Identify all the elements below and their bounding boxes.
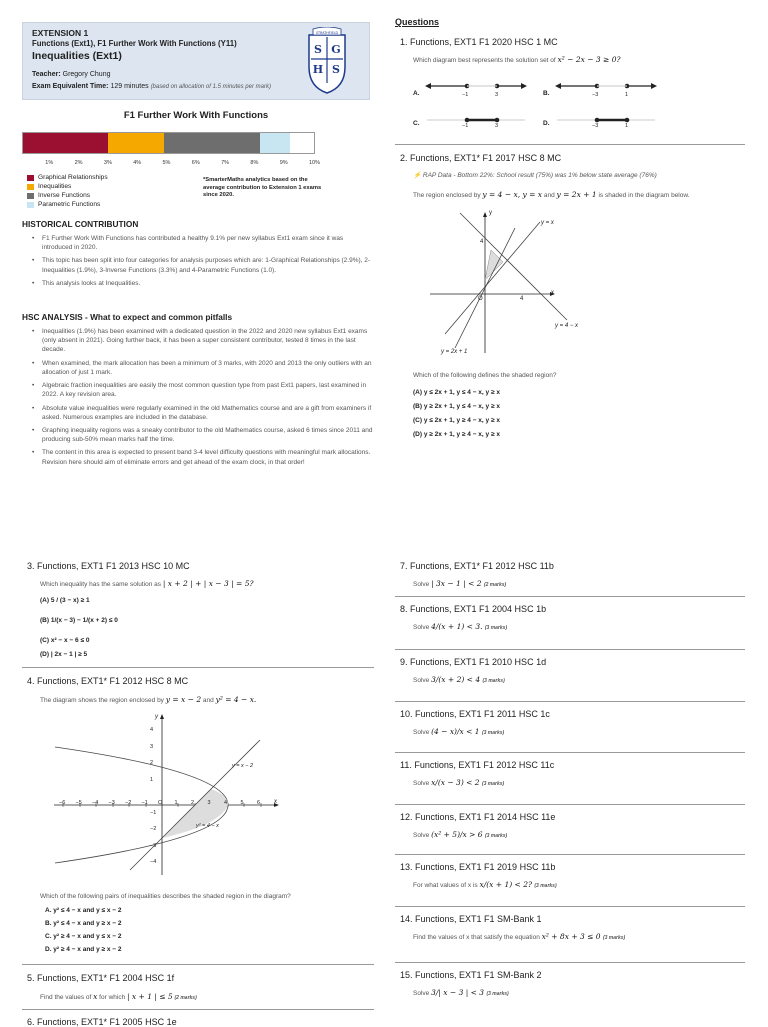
graph-label: x bbox=[274, 799, 277, 805]
graph-label: y bbox=[155, 714, 158, 720]
question-2-region-graph bbox=[425, 208, 595, 358]
question-8-heading: 8. Functions, EXT1 F1 2004 HSC 1b bbox=[400, 604, 547, 614]
graph-label: y² = 4 − x bbox=[196, 823, 219, 829]
list-item: • Algebraic fraction inequalities are easily the most common question type from past Ext1 papers, last examined in 2022. A key revision area. bbox=[22, 381, 374, 399]
x-tick-label: −4 bbox=[92, 800, 99, 806]
list-item: • The content in this area is expected to present band 3-4 level difficulty questions with meaningful mark allocations. Revision here should aim of eliminate errors and get ahead of the exam clock, in that order! bbox=[22, 448, 374, 466]
x-tick-label: 6 bbox=[257, 800, 261, 806]
question-4-text: The diagram shows the region enclosed by y = x − 2 and y² = 4 − x. bbox=[40, 695, 257, 704]
divider bbox=[22, 1009, 374, 1010]
question-1-heading: 1. Functions, EXT1 F1 2020 HSC 1 MC bbox=[400, 37, 558, 47]
question-15-text: Solve 3/| x − 3 | < 3 (3 marks) bbox=[413, 988, 509, 997]
question-5-heading: 5. Functions, EXT1* F1 2004 HSC 1f bbox=[27, 973, 175, 983]
list-item: • This analysis looks at Inequalities. bbox=[22, 279, 374, 288]
q1-num: 1 bbox=[625, 123, 629, 129]
school-crest-logo bbox=[305, 27, 349, 95]
question-4-option[interactable]: B. y² ≤ 4 − x and y ≥ x − 2 bbox=[45, 920, 122, 927]
graph-label: O bbox=[478, 296, 483, 302]
number-line-a bbox=[425, 83, 527, 89]
question-13-text: For what values of x is x/(x + 1) < 2? (3 marks) bbox=[413, 880, 557, 889]
question-3-option[interactable]: (A) 5 / (3 − x) ≥ 1 bbox=[40, 597, 90, 604]
analysis-heading: HSC ANALYSIS - What to expect and common pitfalls bbox=[22, 312, 233, 322]
question-13-heading: 13. Functions, EXT1 F1 2019 HSC 11b bbox=[400, 862, 556, 872]
q1-num: 1 bbox=[625, 92, 629, 98]
divider bbox=[395, 854, 745, 855]
x-tick-label: 2 bbox=[191, 800, 195, 806]
chart-tick-label: 3% bbox=[103, 160, 112, 166]
svg-text:S: S bbox=[332, 63, 340, 76]
y-tick-label: −1 bbox=[150, 809, 157, 816]
divider bbox=[22, 667, 374, 668]
y-tick-label: 3 bbox=[150, 743, 154, 750]
question-4-heading: 4. Functions, EXT1* F1 2012 HSC 8 MC bbox=[27, 676, 189, 686]
question-2-prompt: Which of the following defines the shaded region? bbox=[413, 372, 557, 379]
graph-label: y = x bbox=[541, 220, 554, 226]
q1-label-b: B. bbox=[543, 90, 550, 97]
q1-num: 3 bbox=[495, 92, 499, 98]
question-3-heading: 3. Functions, EXT1 F1 2013 HSC 10 MC bbox=[27, 561, 190, 571]
q1-num: −1 bbox=[462, 92, 469, 98]
question-12-heading: 12. Functions, EXT1 F1 2014 HSC 11e bbox=[400, 812, 556, 822]
question-4-option[interactable]: A. y² ≤ 4 − x and y ≤ x − 2 bbox=[45, 907, 122, 914]
legend-swatch-inverse bbox=[27, 193, 34, 199]
graph-label: x bbox=[551, 290, 554, 296]
contribution-bar-chart bbox=[22, 132, 315, 154]
chart-tick-label: 7% bbox=[221, 160, 230, 166]
q1-label-c: C. bbox=[413, 120, 420, 127]
question-9-text: Solve 3/(x + 2) < 4 (3 marks) bbox=[413, 675, 505, 684]
exam-time-line: Exam Equivalent Time: 129 minutes (based on allocation of 1.5 minutes per mark) bbox=[32, 83, 271, 90]
q1-num: −3 bbox=[592, 92, 599, 98]
extension-label: EXTENSION 1 bbox=[32, 28, 89, 38]
x-tick-label: 5 bbox=[240, 800, 244, 806]
question-3-option[interactable]: (D) | 2x − 1 | ≥ 5 bbox=[40, 651, 88, 658]
graph-label: y = 4 − x bbox=[555, 323, 579, 329]
graph-label: 4 bbox=[480, 239, 484, 245]
list-item: • Absolute value inequalities were regularly examined in the old Mathematics course and are a gift from examiners if asked. Numerous examples are included in the database. bbox=[22, 404, 374, 422]
question-4-parabola-graph bbox=[50, 710, 290, 880]
teacher-line: Teacher: Gregory Chung bbox=[32, 71, 111, 78]
legend-swatch-graphical bbox=[27, 175, 34, 181]
question-2-text: The region enclosed by y = 4 − x, y = x and y = 2x + 1 is shaded in the diagram below. bbox=[413, 190, 690, 199]
analysis-list bbox=[22, 327, 374, 471]
question-5-text: Find the values of x for which | x + 1 | ≤ 5 (2 marks) bbox=[40, 992, 197, 1001]
legend-item-parametric: Parametric Functions bbox=[27, 201, 100, 208]
chart-tick-label: 2% bbox=[74, 160, 83, 166]
bar-segment-3 bbox=[260, 133, 289, 153]
divider bbox=[395, 144, 745, 145]
question-15-heading: 15. Functions, EXT1 F1 SM-Bank 2 bbox=[400, 970, 542, 980]
question-2-option[interactable]: (C) y ≤ 2x + 1, y ≥ 4 − x, y ≥ x bbox=[413, 417, 500, 424]
analytics-note: *SmarterMaths analytics based on the average contribution to Extension 1 exams since 2020. bbox=[203, 177, 322, 199]
chart-tick-label: 6% bbox=[191, 160, 200, 166]
legend-item-inverse: Inverse Functions bbox=[27, 192, 90, 199]
y-tick-label: −3 bbox=[150, 842, 157, 849]
question-2-option[interactable]: (D) y ≥ 2x + 1, y ≥ 4 − x, y ≥ x bbox=[413, 431, 500, 438]
question-8-text: Solve 4/(x + 1) < 3. (3 marks) bbox=[413, 622, 508, 631]
list-item: • F1 Further Work With Functions has contributed a healthy 9.1% per new syllabus Ext1 exam since it was introduced in 2020. bbox=[22, 234, 374, 252]
chart-title: F1 Further Work With Functions bbox=[123, 110, 269, 121]
legend-swatch-parametric bbox=[27, 202, 34, 208]
historical-list bbox=[22, 234, 374, 292]
question-1-text: Which diagram best represents the solution set of x² − 2x − 3 ≥ 0? bbox=[413, 55, 621, 64]
question-4-option[interactable]: D. y² ≥ 4 − x and y ≥ x − 2 bbox=[45, 946, 122, 953]
lightning-icon: ⚡ bbox=[413, 172, 422, 179]
question-6-heading: 6. Functions, EXT1* F1 2005 HSC 1e bbox=[27, 1017, 177, 1027]
question-9-heading: 9. Functions, EXT1 F1 2010 HSC 1d bbox=[400, 657, 547, 667]
number-line-d bbox=[557, 118, 655, 123]
divider bbox=[395, 649, 745, 650]
question-11-heading: 11. Functions, EXT1 F1 2012 HSC 11c bbox=[400, 760, 555, 770]
svg-text:S: S bbox=[314, 43, 322, 56]
bar-segment-2 bbox=[164, 133, 261, 153]
chart-tick-label: 10% bbox=[309, 160, 321, 166]
page-title: Inequalities (Ext1) bbox=[32, 50, 122, 62]
q1-num: 3 bbox=[495, 123, 499, 129]
question-14-heading: 14. Functions, EXT1 F1 SM-Bank 1 bbox=[400, 914, 542, 924]
y-tick-label: −4 bbox=[150, 859, 157, 865]
divider bbox=[395, 701, 745, 702]
q1-label-d: D. bbox=[543, 120, 550, 127]
x-tick-label: 1 bbox=[174, 800, 178, 806]
q1-label-a: A. bbox=[413, 90, 420, 97]
y-tick-label: 2 bbox=[150, 760, 154, 766]
question-10-text: Solve (4 − x)/x < 1 (3 marks) bbox=[413, 727, 505, 736]
q1-num: −1 bbox=[462, 123, 469, 129]
legend-swatch-inequalities bbox=[27, 184, 34, 190]
chart-tick-label: 4% bbox=[133, 160, 142, 166]
question-3-option[interactable]: (C) x² − x − 6 ≤ 0 bbox=[40, 637, 90, 644]
question-4-option[interactable]: C. y² ≥ 4 − x and y ≤ x − 2 bbox=[45, 933, 122, 940]
x-tick-label: 4 bbox=[224, 800, 228, 806]
graph-label: 4 bbox=[520, 296, 524, 302]
legend-item-graphical: Graphical Relationships bbox=[27, 174, 108, 181]
x-tick-label: −1 bbox=[141, 800, 148, 806]
graph-label: y = x − 2 bbox=[232, 763, 254, 769]
list-item: • When examined, the mark allocation has been a minimum of 3 marks, with 2020 and 2013 the only outliers with an allocation of just 1 mark. bbox=[22, 359, 374, 377]
question-3-text: Which inequality has the same solution as | x + 2 | + | x − 3 | = 5? bbox=[40, 579, 254, 588]
list-item: • This topic has been split into four categories for analysis purposes which are: 1-Graphical Relationships (2.9%), 2-Inequalities (1.9%), 3-Inverse Functions (3.3%) and 4-Parametric Functions (1.0). bbox=[22, 256, 374, 274]
x-tick-label: −5 bbox=[75, 800, 82, 806]
y-tick-label: 4 bbox=[150, 727, 154, 733]
list-item: • Graphing inequality regions was a sneaky contributor to the old Mathematics course, asked 6 times since 2011 and producing sub-50% mean marks half the time. bbox=[22, 426, 374, 444]
question-2-option[interactable]: (B) y ≥ 2x + 1, y ≤ 4 − x, y ≥ x bbox=[413, 403, 500, 410]
divider bbox=[395, 752, 745, 753]
question-7-text: Solve | 3x − 1 | < 2 (2 marks) bbox=[413, 579, 507, 588]
legend-item-inequalities: Inequalities bbox=[27, 183, 71, 190]
y-tick-label: 1 bbox=[150, 776, 154, 783]
question-3-option[interactable]: (B) 1/(x − 3) − 1/(x + 2) ≤ 0 bbox=[40, 617, 118, 624]
x-tick-label: −6 bbox=[59, 800, 66, 806]
topic-subtitle: Functions (Ext1), F1 Further Work With Functions (Y11) bbox=[32, 39, 237, 48]
bar-segment-1 bbox=[108, 133, 164, 153]
question-4-prompt: Which of the following pairs of inequalities describes the shaded region in the diagram? bbox=[40, 893, 291, 900]
question-2-option[interactable]: (A) y ≤ 2x + 1, y ≤ 4 − x, y ≥ x bbox=[413, 389, 500, 396]
question-11-text: Solve x/(x − 3) < 2 (3 marks) bbox=[413, 778, 505, 787]
graph-label: y = 2x + 1 bbox=[441, 349, 468, 355]
q1-num: −3 bbox=[592, 123, 599, 129]
svg-text:STRATHFIELD: STRATHFIELD bbox=[315, 31, 339, 35]
question-10-heading: 10. Functions, EXT1 F1 2011 HSC 1c bbox=[400, 709, 550, 719]
number-line-c bbox=[427, 118, 525, 123]
svg-text:G: G bbox=[331, 43, 341, 56]
divider bbox=[395, 596, 745, 597]
list-item: • Inequalities (1.9%) has been examined with a dedicated question in the 2022 and 2020 new syllabus Ext1 exams (only absent in 2021). Going further back, it has been a super consistent contributor, tested 8 times in the last decade. bbox=[22, 327, 374, 355]
question-14-text: Find the values of x that satisfy the equation x² + 8x + 3 ≤ 0 (3 marks) bbox=[413, 932, 626, 941]
questions-heading: Questions bbox=[395, 17, 440, 27]
question-7-heading: 7. Functions, EXT1* F1 2012 HSC 11b bbox=[400, 561, 554, 571]
rap-data: ⚡ RAP Data - Bottom 22%: School result (75%) was 1% below state average (76%) bbox=[413, 172, 657, 179]
divider bbox=[395, 804, 745, 805]
x-tick-label: O bbox=[158, 800, 163, 806]
graph-label: y bbox=[489, 210, 492, 216]
header-box bbox=[22, 22, 370, 100]
number-line-b bbox=[555, 83, 657, 89]
bar-segment-0 bbox=[23, 133, 108, 153]
chart-tick-label: 5% bbox=[162, 160, 171, 166]
x-tick-label: −2 bbox=[125, 800, 132, 806]
question-12-text: Solve (x² + 5)/x > 6 (3 marks) bbox=[413, 830, 508, 839]
chart-tick-label: 8% bbox=[250, 160, 259, 166]
chart-tick-label: 1% bbox=[45, 160, 54, 166]
chart-tick-label: 9% bbox=[279, 160, 288, 166]
svg-text:H: H bbox=[312, 63, 324, 76]
divider bbox=[395, 962, 745, 963]
x-tick-label: −3 bbox=[108, 800, 115, 806]
divider bbox=[395, 906, 745, 907]
y-tick-label: −2 bbox=[150, 826, 157, 832]
x-tick-label: 3 bbox=[207, 800, 211, 806]
divider bbox=[22, 964, 374, 965]
question-2-heading: 2. Functions, EXT1* F1 2017 HSC 8 MC bbox=[400, 153, 562, 163]
historical-heading: HISTORICAL CONTRIBUTION bbox=[22, 219, 139, 229]
